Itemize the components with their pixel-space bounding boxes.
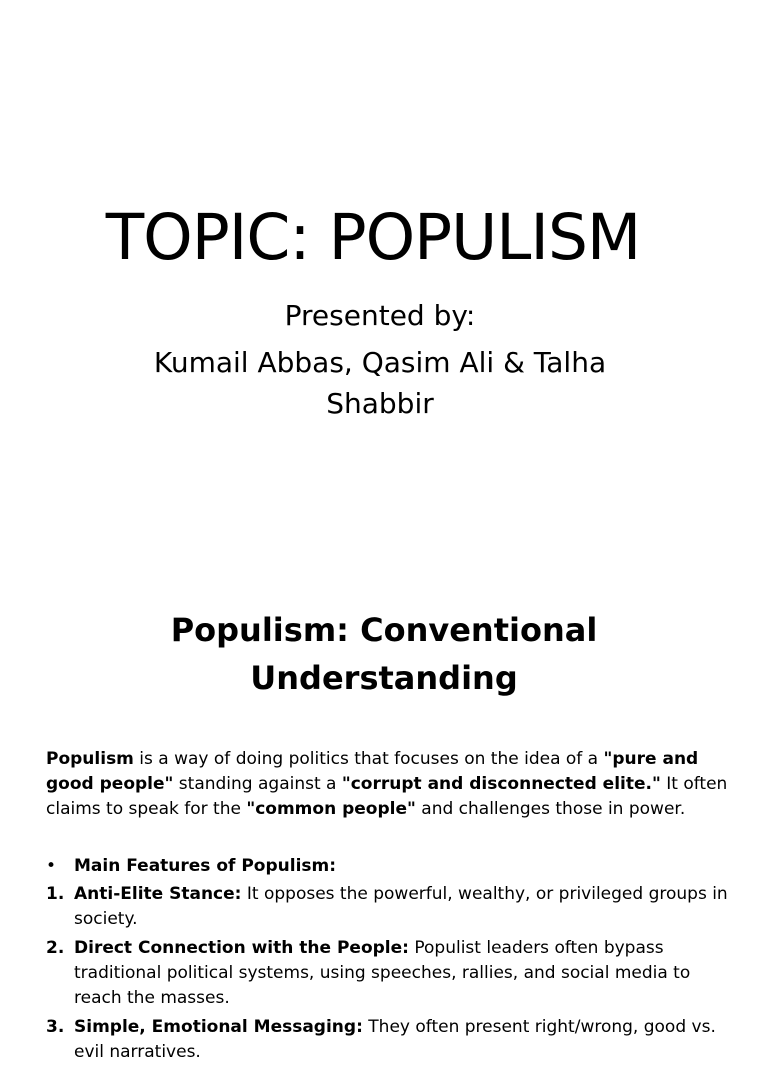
intro-quote-2: "corrupt and disconnected elite." [341, 774, 661, 794]
intro-text-2: standing against a [173, 774, 342, 794]
intro-quote-1: "pure and good people" [46, 749, 699, 794]
feature-content [74, 1015, 736, 1065]
feature-text: It opposes the powerful, wealthy, or privileged groups in society. [74, 884, 728, 929]
intro-term: Populism [46, 749, 134, 769]
bullet-marker: • [46, 856, 57, 876]
presentation-title: TOPIC: POPULISM [105, 201, 641, 274]
feature-label: Direct Connection with the People: [74, 938, 409, 958]
feature-item [46, 1015, 736, 1065]
content-slide [0, 576, 768, 1062]
feature-label: Anti-Elite Stance: [74, 884, 242, 904]
intro-text-4: and challenges those in power. [415, 799, 686, 819]
feature-number: 2. [46, 938, 65, 958]
intro-text-1: is a way of doing politics that focuses on the idea of a [133, 749, 604, 769]
feature-item [46, 882, 736, 932]
feature-content [74, 882, 736, 932]
features-heading-text: Main Features of Populism: [74, 856, 337, 876]
presented-by-label: Presented by: [284, 299, 476, 332]
presenter-names: Kumail Abbas, Qasim Ali & Talha Shabbir [153, 346, 607, 420]
intro-quote-3: "common people" [246, 799, 416, 819]
intro-paragraph [46, 747, 736, 822]
feature-content [74, 936, 736, 1011]
feature-number: 3. [46, 1017, 65, 1037]
slide-title: Populism: Conventional Understanding [170, 611, 598, 697]
feature-text: They often present right/wrong, good vs. evil narratives. [74, 1017, 716, 1062]
features-heading [46, 854, 736, 879]
feature-number: 1. [46, 884, 65, 904]
feature-item [46, 936, 736, 1011]
feature-text: Populist leaders often bypass traditional political systems, using speeches, rallies, and social media to reach the masses. [74, 938, 691, 1008]
feature-list [46, 882, 736, 1069]
feature-label: Simple, Emotional Messaging: [74, 1017, 363, 1037]
intro-text-3: It often claims to speak for the [46, 774, 728, 819]
